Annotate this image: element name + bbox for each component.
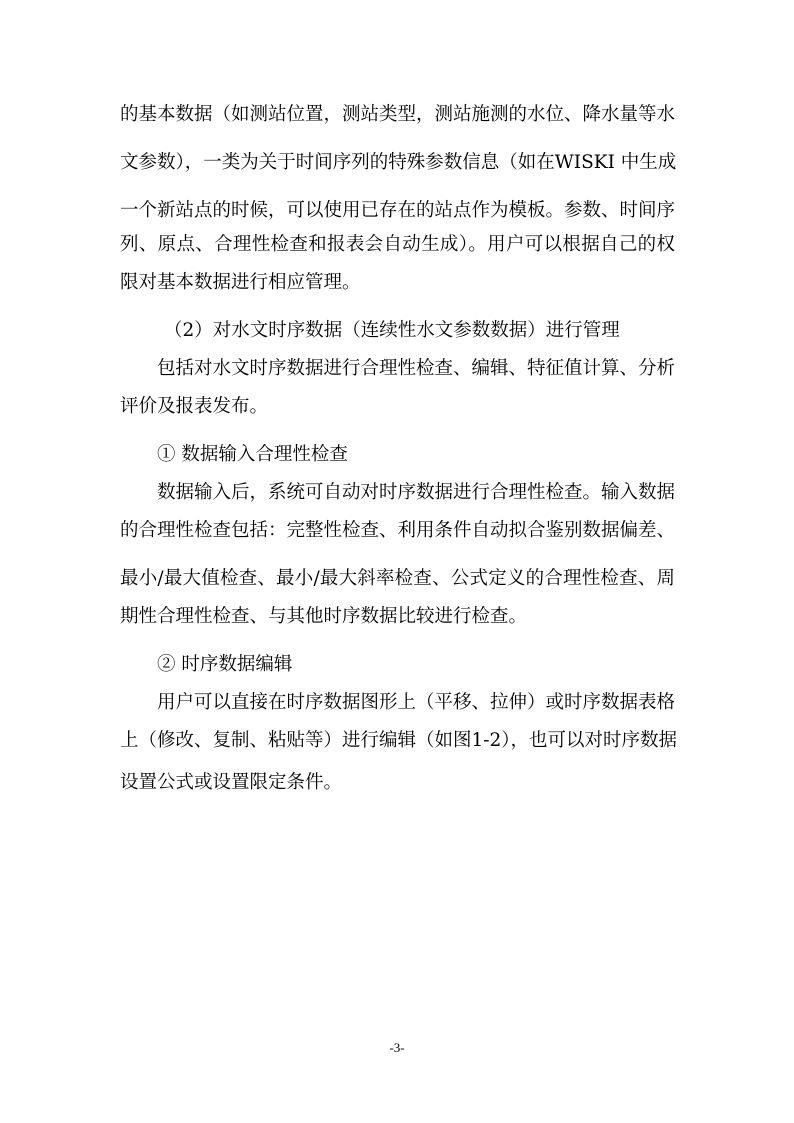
subsection-heading: ① 数据输入合理性检查 bbox=[157, 444, 348, 465]
paragraph-line: 评价及报表发布。 bbox=[120, 396, 269, 417]
paragraph-line: 上（修改、复制、粘贴等）进行编辑（如图1-2），也可以对时序数据 bbox=[120, 730, 678, 751]
paragraph-line: 的合理性检查包括：完整性检查、利用条件自动拟合鉴别数据偏差、 bbox=[120, 520, 676, 541]
paragraph-line: 用户可以直接在时序数据图形上（平移、拉伸）或时序数据表格 bbox=[157, 692, 676, 713]
paragraph-line: 数据输入后，系统可自动对时序数据进行合理性检查。输入数据 bbox=[157, 482, 676, 503]
page-number: -3- bbox=[389, 1040, 405, 1055]
subsection-heading: ② 时序数据编辑 bbox=[157, 654, 293, 675]
paragraph-line: 期性合理性检查、与其他时序数据比较进行检查。 bbox=[120, 606, 528, 627]
section-heading: （2）对水文时序数据（连续性水文参数数据）进行管理 bbox=[164, 320, 620, 341]
paragraph-line: 设置公式或设置限定条件。 bbox=[120, 772, 343, 793]
paragraph-line: 列、原点、合理性检查和报表会自动生成）。用户可以根据自己的权 bbox=[120, 234, 675, 255]
paragraph-line: 一个新站点的时候，可以使用已存在的站点作为模板。参数、时间序 bbox=[120, 200, 676, 221]
paragraph-line: 包括对水文时序数据进行合理性检查、编辑、特征值计算、分析 bbox=[157, 358, 676, 379]
paragraph-line: 最小/最大值检查、最小/最大斜率检查、公式定义的合理性检查、周 bbox=[120, 568, 675, 589]
paragraph-line: 文参数），一类为关于时间序列的特殊参数信息（如在WISKI 中生成 bbox=[120, 152, 677, 173]
paragraph-line: 的基本数据（如测站位置，测站类型，测站施测的水位、降水量等水 bbox=[120, 104, 676, 125]
paragraph-line: 限对基本数据进行相应管理。 bbox=[120, 272, 361, 293]
